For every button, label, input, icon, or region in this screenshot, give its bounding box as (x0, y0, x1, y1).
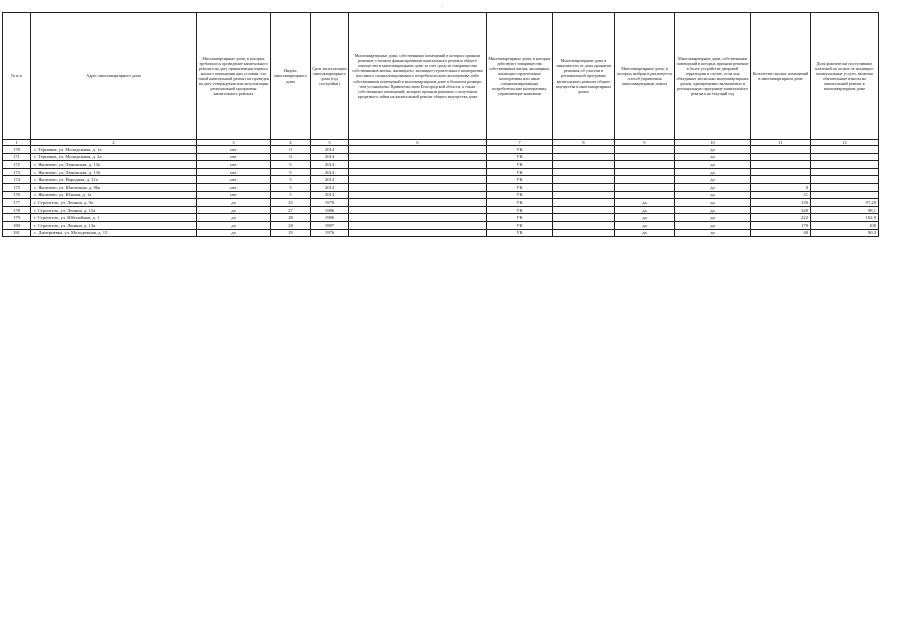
table-cell (553, 146, 615, 154)
table-cell (811, 191, 879, 199)
table-cell: да (675, 153, 751, 161)
table-cell (553, 229, 615, 237)
table-cell (751, 168, 811, 176)
table-cell: нет (197, 191, 271, 199)
table-cell: 1978 (311, 199, 349, 207)
table-cell: 1987 (311, 222, 349, 230)
table-cell (349, 229, 487, 237)
header-cell: № п/п (3, 13, 31, 140)
table-cell: 5 (271, 168, 311, 176)
table-cell (615, 184, 675, 192)
header-cell: Доля фактически поступивших платежей по оплате за жилищно-коммунальные услуги, включая обязательные взносы на капитальный ремонт в многоквартирном доме (811, 13, 879, 140)
table-cell: нет (197, 146, 271, 154)
table-cell: 174 (3, 176, 31, 184)
table-row (3, 214, 879, 222)
address-cell: с. Яковлево, ул. Ленинская, д. 13а (31, 161, 197, 169)
table-row (3, 146, 879, 154)
table-cell: 28 (271, 222, 311, 230)
table-cell (553, 161, 615, 169)
register-table (2, 12, 879, 237)
table-cell: да (675, 146, 751, 154)
table-cell: да (675, 199, 751, 207)
table-cell (349, 153, 487, 161)
table-cell: 175 (3, 184, 31, 192)
table-row (3, 161, 879, 169)
table-cell (349, 184, 487, 192)
table-cell: нет (197, 176, 271, 184)
address-cell: г. Строитель, ул. Ленина, д. 9а (31, 199, 197, 207)
table-cell: 25 (271, 199, 311, 207)
address-cell: с. Терновка, ул. Молодежная, д. 2а (31, 153, 197, 161)
table-row (3, 229, 879, 237)
table-cell: 222 (751, 214, 811, 222)
table-cell: 102,9 (811, 214, 879, 222)
table-cell: 5 (271, 191, 311, 199)
table-cell (553, 199, 615, 207)
table-cell: 98,1 (811, 206, 879, 214)
table-cell: 150 (751, 199, 811, 207)
table-cell: 28 (271, 214, 311, 222)
table-cell: да (615, 199, 675, 207)
table-row (3, 199, 879, 207)
column-number: 7 (487, 140, 553, 146)
column-number: 11 (751, 140, 811, 146)
table-cell (553, 222, 615, 230)
table-cell: 172 (3, 161, 31, 169)
table-cell: 48 (751, 229, 811, 237)
table-cell (751, 176, 811, 184)
address-cell: с. Яковлево, ул. Южная, д. 1а (31, 191, 197, 199)
table-cell: 8 (751, 184, 811, 192)
table-cell: 2014 (311, 153, 349, 161)
header-cell: Многоквартирные дома, в которых выбран и реализуется способ управления многоквартирным домом (615, 13, 675, 140)
table-cell (349, 214, 487, 222)
table-cell: 2014 (311, 184, 349, 192)
header-row (3, 13, 879, 140)
column-number: 2 (31, 140, 197, 146)
table-cell: да (197, 199, 271, 207)
address-cell: с. Яковлево, ул. Шашечная, д. 86а (31, 184, 197, 192)
table-cell: УК (487, 199, 553, 207)
address-cell: г. Строитель, ул. Ленина, д. 13а (31, 222, 197, 230)
table-cell: УК (487, 214, 553, 222)
column-number: 10 (675, 140, 751, 146)
table-cell: 2014 (311, 161, 349, 169)
header-cell: Срок эксплуатации многоквартирного дома (год постройки) (311, 13, 349, 140)
table-cell: 0 (271, 153, 311, 161)
address-cell: с. Яковлево, ул. Ленинская, д. 13б (31, 168, 197, 176)
table-cell: да (675, 184, 751, 192)
header-cell: Многоквартирные дома, собственники помещений в которых приняли решение о полном финансировании капитального ремонта общего имущества в многоквартирном доме за счет средств товарищества собственников жилья, жилищного, жилищно-строительного кооператива или иного специализированного потребительского кооператива либо собственников помещений в многоквартирном доме в большем размере, чем установлено Правительством Белгородской области, а также собственники помещений, которые приняли решение о получении кредитного займа на капитальный ремонт общего имущества дома (349, 13, 487, 140)
table-cell: нет (197, 161, 271, 169)
table-cell (553, 191, 615, 199)
header-cell: Многоквартирные дома, в которых требовалось проведение капитального ремонта на дату приватизации первого жилого помещения при условии, что такой капитальный ремонт не проведен на дату утверждения или актуализации региональной программы капитального ремонта (197, 13, 271, 140)
header-cell: Адрес многоквартирного дома (31, 13, 197, 140)
table-cell (553, 168, 615, 176)
table-cell: 1986 (311, 214, 349, 222)
table-cell: да (675, 229, 751, 237)
table-cell: 181 (3, 229, 31, 237)
table-cell (349, 206, 487, 214)
table-cell (349, 191, 487, 199)
table-cell (615, 161, 675, 169)
table-cell (615, 176, 675, 184)
column-number: 8 (553, 140, 615, 146)
table-cell: УК (487, 146, 553, 154)
table-cell: 2014 (311, 168, 349, 176)
table-cell: УК (487, 229, 553, 237)
table-cell (349, 222, 487, 230)
page-marker: – (441, 3, 443, 8)
table-cell: УК (487, 206, 553, 214)
table-row (3, 184, 879, 192)
table-cell (811, 176, 879, 184)
address-cell: с. Яковлево, ул. Народная, д. 11а (31, 176, 197, 184)
table-cell: да (675, 168, 751, 176)
table-cell: 179 (751, 222, 811, 230)
table-cell: 1976 (311, 229, 349, 237)
table-cell (811, 184, 879, 192)
address-cell: г. Строитель, ул. Ленина, д. 15а (31, 206, 197, 214)
table-cell: 27 (271, 206, 311, 214)
column-number: 5 (311, 140, 349, 146)
table-cell: 349 (751, 206, 811, 214)
table-cell (615, 153, 675, 161)
table-cell (553, 206, 615, 214)
table-cell: да (675, 176, 751, 184)
header-cell: Многоквартирные дома, собственники помещений в которых приняли решение в более устройстве дворовой территории в случае, если она объединяет несколько многоквартирных домов, одновременно включаемых в региональную программу капитального ремонта на текущий год (675, 13, 751, 140)
table-cell: да (675, 222, 751, 230)
table-cell: 5 (271, 176, 311, 184)
table-cell (615, 191, 675, 199)
header-cell: Многоквартирные дома, в которых действуют товарищества собственников жилья, жилищные, жилищно-строительные кооперативы или иные специализированные потребительские кооперативы, управляющие компании (487, 13, 553, 140)
table-cell (751, 146, 811, 154)
table-row (3, 222, 879, 230)
table-cell: да (615, 222, 675, 230)
table-cell: нет (197, 153, 271, 161)
table-cell: да (615, 206, 675, 214)
table-cell (553, 176, 615, 184)
table-cell: 173 (3, 168, 31, 176)
table-cell: да (197, 214, 271, 222)
table-cell: 1986 (311, 206, 349, 214)
table-cell: 21 (751, 191, 811, 199)
table-cell: да (615, 229, 675, 237)
table-cell (811, 146, 879, 154)
header-cell: Многоквартирные дома в зависимости от даты принятия решения об участии в региональной программе капитального ремонта общего имущества в многоквартирных домах (553, 13, 615, 140)
table-row (3, 168, 879, 176)
table-cell: 97,29 (811, 199, 879, 207)
table-cell (751, 153, 811, 161)
table-cell: УК (487, 161, 553, 169)
table-cell: УК (487, 168, 553, 176)
table-cell: да (675, 191, 751, 199)
table-cell: да (675, 214, 751, 222)
table-body (3, 146, 879, 237)
table-cell (811, 161, 879, 169)
table-cell: УК (487, 176, 553, 184)
address-cell: г. Строитель, ул. Юбилейная, д. 1 (31, 214, 197, 222)
table-cell (615, 146, 675, 154)
table-row (3, 191, 879, 199)
header-cell: Количество жилых помещений в многоквартирном доме (751, 13, 811, 140)
table-row (3, 176, 879, 184)
table-cell: 5 (271, 161, 311, 169)
table-cell: да (197, 206, 271, 214)
table-cell: да (675, 206, 751, 214)
table-cell: нет (197, 184, 271, 192)
table-cell (553, 214, 615, 222)
table-cell: 35 (271, 229, 311, 237)
table-cell: 170 (3, 146, 31, 154)
table-cell: 177 (3, 199, 31, 207)
table-cell: да (615, 214, 675, 222)
table-cell: УК (487, 191, 553, 199)
column-number: 12 (811, 140, 879, 146)
column-number: 3 (197, 140, 271, 146)
table-cell: 2014 (311, 176, 349, 184)
table-cell: 2014 (311, 146, 349, 154)
table-cell (349, 161, 487, 169)
table-cell (349, 146, 487, 154)
table-cell: 176 (3, 191, 31, 199)
table-cell (349, 176, 487, 184)
table-cell (615, 168, 675, 176)
table-cell: УК (487, 153, 553, 161)
table-cell (811, 168, 879, 176)
table-cell: УК (487, 184, 553, 192)
table-cell: 171 (3, 153, 31, 161)
table-cell: 180 (3, 222, 31, 230)
table-cell (349, 168, 487, 176)
table-cell: 5 (271, 184, 311, 192)
table-cell (553, 184, 615, 192)
column-number: 6 (349, 140, 487, 146)
table-cell (811, 153, 879, 161)
address-cell: с. Терновка, ул. Молодежная, д. 1а (31, 146, 197, 154)
table-cell (349, 199, 487, 207)
table-cell: 178 (3, 206, 31, 214)
table-cell: 0 (271, 146, 311, 154)
column-number: 4 (271, 140, 311, 146)
table-cell (751, 161, 811, 169)
table-cell: 179 (3, 214, 31, 222)
column-number: 1 (3, 140, 31, 146)
column-number: 9 (615, 140, 675, 146)
table-cell: да (675, 161, 751, 169)
table-row (3, 206, 879, 214)
table-cell: УК (487, 222, 553, 230)
table-cell: 100 (811, 222, 879, 230)
table-row (3, 153, 879, 161)
table-cell: да (197, 222, 271, 230)
table-cell: 90,3 (811, 229, 879, 237)
table-cell (553, 153, 615, 161)
header-cell: Индекс многоквартирного дома (271, 13, 311, 140)
address-cell: с. Дмитриевка, ул. Молодежная, д. 15 (31, 229, 197, 237)
table-cell: нет (197, 168, 271, 176)
table-cell: да (197, 229, 271, 237)
table-cell: 2014 (311, 191, 349, 199)
